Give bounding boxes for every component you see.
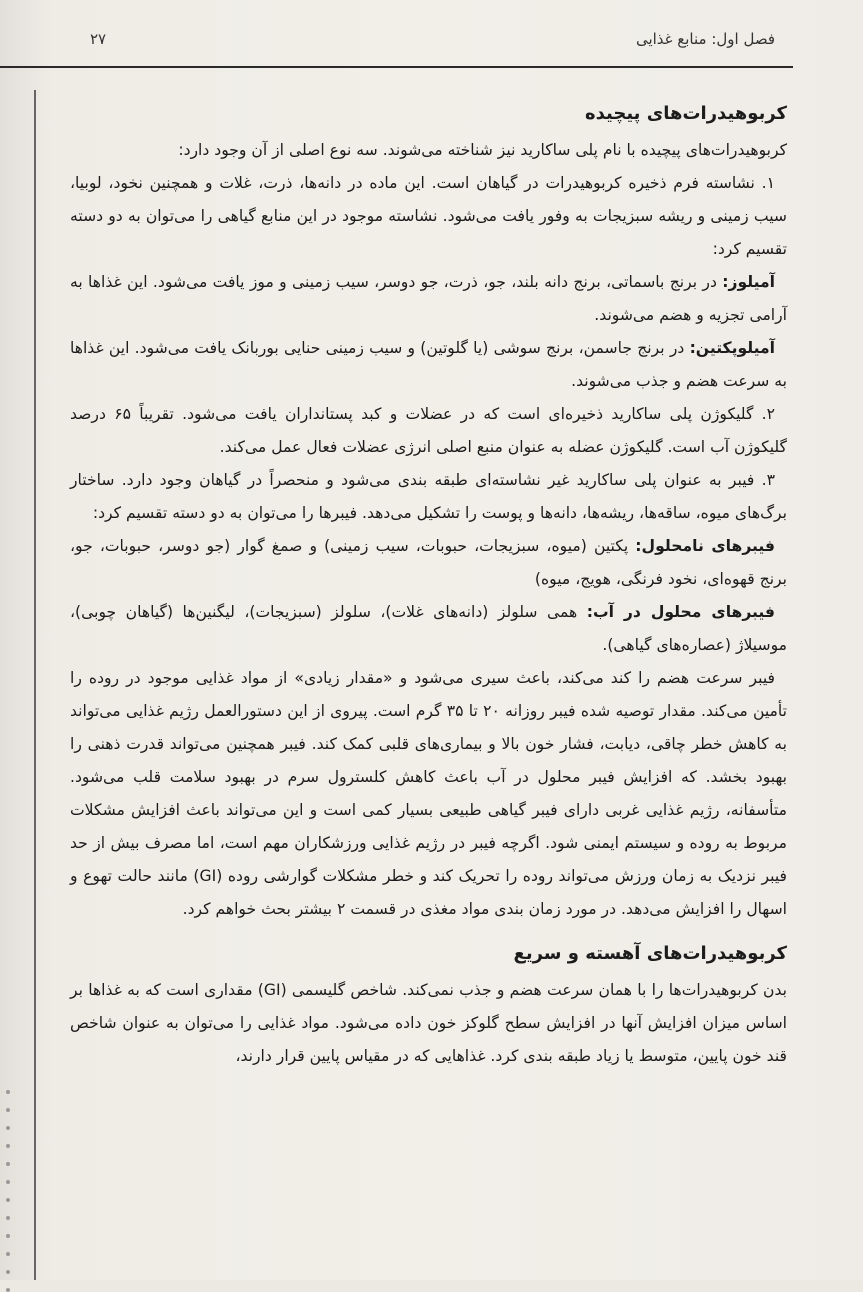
- fiber-paragraph: فیبر سرعت هضم را کند می‌کند، باعث سیری می‌شود و «مقدار زیادی» از مواد غذایی موجود در روده را تأمین می‌کند. مقدار توصیه شده فیبر روزانه ۲۰ تا ۳۵ گرم است. پیروی از این دستورالعمل رژیم غذایی می‌تواند به کاهش خطر چاقی، دیابت، فشار خون بالا و بیماری‌های قلبی کمک کند. فیبر همچنین می‌تواند قدرت ذهنی را بهبود بخشد. که افزایش فیبر محلول در آب باعث کاهش کلسترول سرم در بهبود سلامت قلب می‌شود. متأسفانه، رژیم غذایی غربی دارای فیبر گیاهی طبیعی بسیار کمی است و این می‌تواند باعث افزایش مشکلات مربوط به روده و سیستم ایمنی شود. اگرچه فیبر در رژیم غذایی ورزشکاران مهم است، اما مصرف بیش از حد فیبر نزدیک به زمان ورزش می‌تواند روده را تحریک کند و خطر مشکلات گوارشی روده (GI) مانند حالت تهوع و اسهال را افزایش می‌دهد. در مورد زمان بندی مواد مغذی در قسمت ۲ بیشتر بحث خواهم کرد.: [70, 669, 787, 918]
- glycogen-paragraph: ۲. گلیکوژن پلی ساکارید ذخیره‌ای است که در عضلات و کبد پستانداران یافت می‌شود. تقریباً ۶۵ درصد گلیکوژن آب است. گلیکوژن عضله به عنوان منبع اصلی انرژی عضلات فعال عمل می‌کند.: [70, 405, 787, 456]
- amylopectin-label: آمیلوپکتین:: [689, 339, 775, 357]
- amylose-text: در برنج باسماتی، برنج دانه بلند، جو، ذرت، جو دوسر، سیب زمینی و موز یافت می‌شود. این غذاها به آرامی تجزیه و هضم می‌شوند.: [70, 273, 787, 324]
- soluble-fiber-paragraph: [70, 596, 787, 662]
- soluble-label: فیبرهای محلول در آب:: [586, 603, 776, 621]
- page-header: [90, 30, 775, 48]
- chapter-title: فصل اول: منابع غذایی: [635, 30, 775, 48]
- glycemic-paragraph: بدن کربوهیدرات‌ها را با همان سرعت هضم و جذب نمی‌کند. شاخص گلیسمی (GI) مقداری است که به غذاها بر اساس میزان افزایش آنها در افزایش سطح گلوکز خون داده می‌شود. مواد غذایی را می‌توان به عنوان شاخص قند خون پایین، متوسط یا زیاد طبقه بندی کرد. غذاهایی که در مقیاس پایین قرار دارند،: [70, 981, 788, 1065]
- page-body: [70, 96, 787, 1073]
- soluble-text: همی سلولز (دانه‌های غلات)، سلولز (سبزیجات)، لیگنین‌ها (گیاهان چوبی)، موسیلاژ (عصاره‌های گیاهی).: [70, 603, 787, 654]
- starch-paragraph: ۱. نشاسته فرم ذخیره کربوهیدرات در گیاهان است. این ماده در دانه‌ها، ذرت، غلات و همچنین نخود، لوبیا، سیب زمینی و ریشه سبزیجات به وفور یافت می‌شود. نشاسته موجود در این منابع گیاهی را می‌توان به دو دسته تقسیم کرد:: [70, 174, 787, 258]
- amylopectin-text: در برنج جاسمن، برنج سوشی (یا گلوتین) و سیب زمینی حنایی بوربانک یافت می‌شود. این غذاها به سرعت هضم و جذب می‌شوند.: [70, 339, 787, 390]
- page-number: ۲۷: [90, 30, 107, 48]
- binding-dots: [6, 1090, 12, 1292]
- amylose-paragraph: [70, 266, 787, 332]
- insoluble-label: فیبرهای نامحلول:: [635, 537, 775, 555]
- insoluble-fiber-paragraph: [70, 530, 787, 596]
- margin-rule: [34, 90, 36, 1280]
- section-heading-complex-carbs: کربوهیدرات‌های پیچیده: [584, 103, 787, 124]
- amylose-label: آمیلوز:: [722, 273, 775, 291]
- amylopectin-paragraph: [70, 332, 787, 398]
- section-heading-slow-fast-carbs: کربوهیدرات‌های آهسته و سریع: [513, 943, 787, 964]
- insoluble-text: پکتین (میوه، سبزیجات، حبوبات، سیب زمینی) و صمغ گوار (جو دوسر، حبوبات، جو، برنج قهوه‌ای، نخود فرنگی، هویج، میوه): [70, 537, 787, 588]
- header-rule: [0, 66, 793, 68]
- intro-paragraph: کربوهیدرات‌های پیچیده با نام پلی ساکارید نیز شناخته می‌شوند. سه نوع اصلی از آن وجود دارد:: [178, 141, 787, 159]
- fiber-item-paragraph: ۳. فیبر به عنوان پلی ساکارید غیر نشاسته‌ای طبقه بندی می‌شود و منحصراً در گیاهان وجود دارد. ساختار برگ‌های میوه، ساقه‌ها، ریشه‌ها، دانه‌ها و پوست را تشکیل می‌دهد. فیبرها را می‌توان به دو دسته تقسیم کرد:: [70, 471, 787, 522]
